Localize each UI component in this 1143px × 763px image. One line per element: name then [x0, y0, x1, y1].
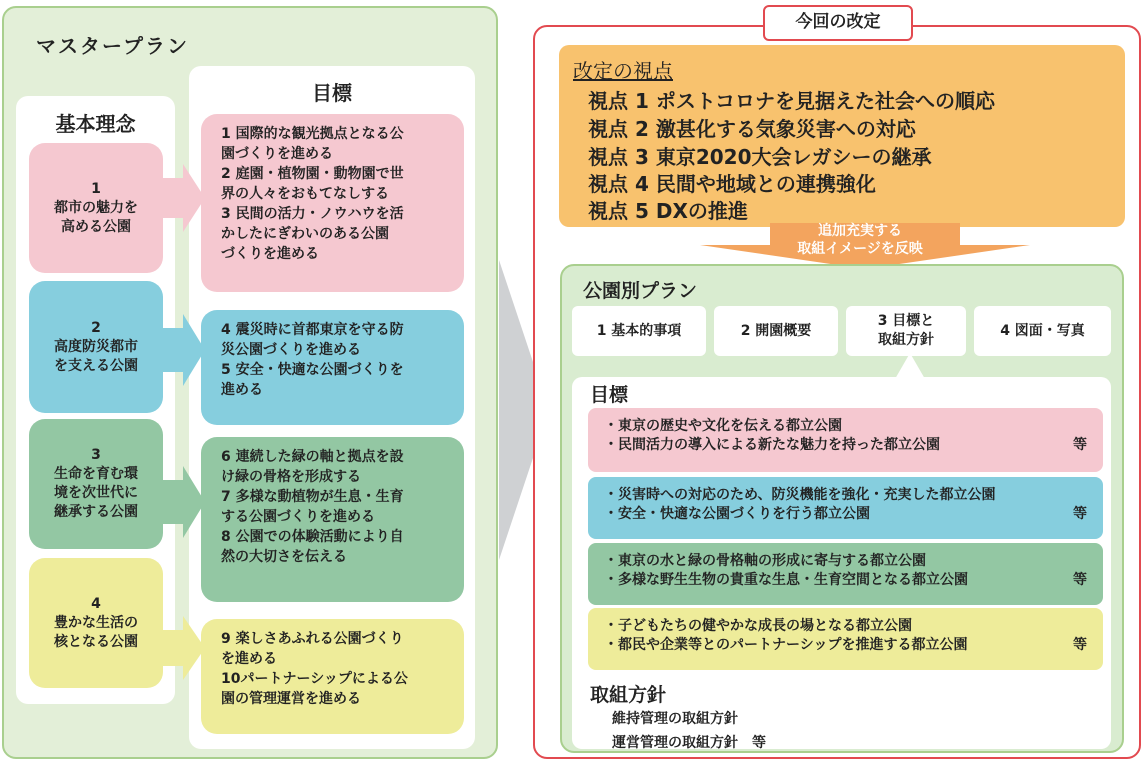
park-goal-line: ・東京の水と緑の骨格軸の形成に寄与する都立公園	[604, 553, 926, 569]
park-goal-row-4	[588, 608, 1103, 670]
policy-title: 取組方針	[590, 684, 667, 706]
tab-opening-overview: 2 開園概要	[714, 306, 838, 356]
park-goal-row-3	[588, 543, 1103, 605]
etc-label: 等	[1073, 637, 1087, 653]
goals-header: 目標	[312, 81, 352, 105]
detail-goals-title: 目標	[590, 384, 629, 406]
philosophy-header: 基本理念	[55, 112, 136, 136]
goal-group-2: 4 震災時に首都東京を守る防 災公園づくりを進める 5 安全・快適な公園づくりを 進める	[201, 310, 464, 425]
park-plan-title: 公園別プラン	[583, 280, 698, 302]
viewpoint-5: 視点 5 DXの推進	[588, 199, 748, 223]
viewpoint-2: 視点 2 激甚化する気象災害への対応	[588, 117, 916, 141]
policy-item-1: 維持管理の取組方針	[612, 711, 738, 727]
park-goal-line: ・子どもたちの健やかな成長の場となる都立公園	[604, 618, 912, 634]
goal-group-4: 9 楽しさあふれる公園づくり を進める 10パートナーシップによる公 園の管理運営を進める	[201, 619, 464, 734]
goal-group-3: 6 連続した緑の軸と拠点を設 け緑の骨格を形成する 7 多様な動植物が生息・生育 する公園づくりを進める 8 公園での体験活動により自 然の大切さを伝える	[201, 437, 464, 602]
reflect-arrow-text: 追加充実する 取組イメージを反映	[797, 223, 923, 257]
viewpoint-4: 視点 4 民間や地域との連携強化	[588, 172, 876, 196]
etc-label: 等	[1073, 506, 1087, 522]
revision-label: 今回の改定	[763, 5, 913, 41]
park-goal-row-2	[588, 477, 1103, 539]
etc-label: 等	[1073, 572, 1087, 588]
park-goal-line: ・災害時への対応のため、防災機能を強化・充実した都立公園	[604, 487, 996, 503]
viewpoints-title: 改定の視点	[573, 59, 673, 83]
philosophy-4: 4 豊かな生活の 核となる公園	[29, 558, 163, 688]
park-goal-line: ・多様な野生生物の貴重な生息・生育空間となる都立公園 等	[604, 572, 1087, 588]
philosophy-3: 3 生命を育む環 境を次世代に 継承する公園	[29, 419, 163, 549]
park-goal-line: ・民間活力の導入による新たな魅力を持った都立公園 等	[604, 437, 1087, 453]
viewpoint-1: 視点 1 ポストコロナを見据えた社会への順応	[588, 89, 996, 113]
tab-basic-matters: 1 基本的事項	[572, 306, 706, 356]
park-goal-row-1	[588, 408, 1103, 472]
park-goal-line: ・都民や企業等とのパートナーシップを推進する都立公園 等	[604, 637, 1087, 653]
policy-item-2: 運営管理の取組方針 等	[612, 735, 766, 751]
park-goal-line: ・東京の歴史や文化を伝える都立公園	[604, 418, 842, 434]
detail-pointer	[895, 353, 925, 379]
viewpoint-3: 視点 3 東京2020大会レガシーの継承	[588, 145, 932, 169]
goal-group-1: 1 国際的な観光拠点となる公 園づくりを進める 2 庭園・植物園・動物園で世 界の人々をおもてなしする 3 民間の活力・ノウハウを活 かしたにぎわいのある公園 づくりを進める	[201, 114, 464, 292]
tab-goals-policy: 3 目標と 取組方針	[846, 306, 966, 356]
etc-label: 等	[1073, 437, 1087, 453]
master-plan-title: マスタープラン	[36, 34, 189, 58]
tab-drawings-photos: 4 図面・写真	[974, 306, 1111, 356]
park-goal-line: ・安全・快適な公園づくりを行う都立公園 等	[604, 506, 1087, 522]
philosophy-2: 2 高度防災都市 を支える公園	[29, 281, 163, 413]
philosophy-1: 1 都市の魅力を 高める公園	[29, 143, 163, 273]
